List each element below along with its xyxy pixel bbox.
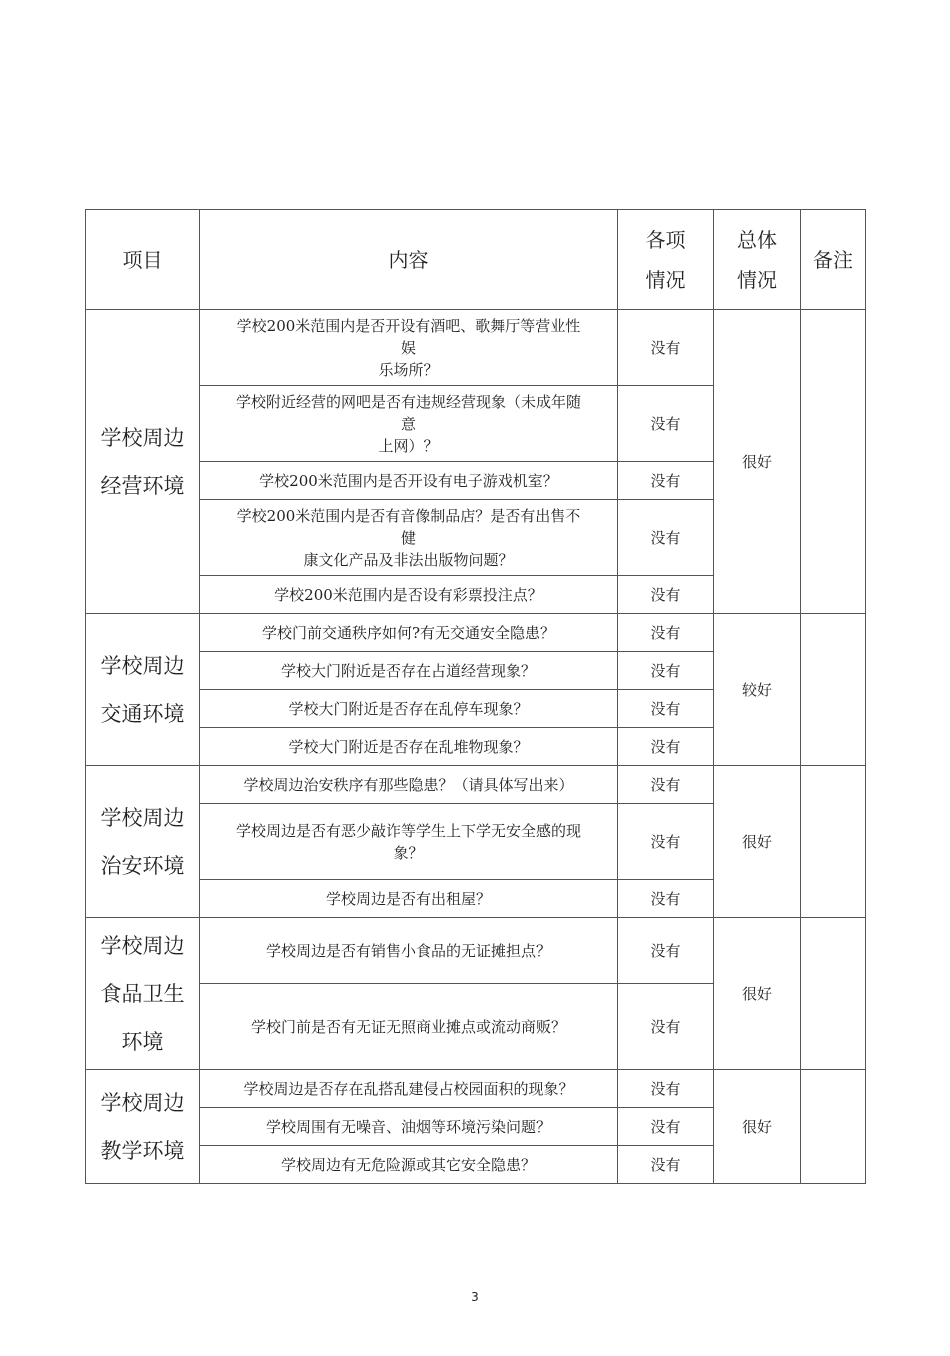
content-cell <box>200 310 618 386</box>
content-line: 象？ <box>393 843 424 862</box>
table-body <box>86 310 866 1184</box>
item-status-cell: 没有 <box>618 1146 714 1184</box>
remark-cell <box>801 918 866 1070</box>
content-line: 康文化产品及非法出版物问题？ <box>303 550 514 569</box>
category-cell <box>86 766 200 918</box>
overall-status-cell: 很好 <box>714 310 801 614</box>
content-cell <box>200 1146 618 1184</box>
category-line: 学校周边 <box>100 805 185 830</box>
header-content: 内容 <box>200 210 618 310</box>
item-status-cell: 没有 <box>618 652 714 690</box>
content-cell <box>200 728 618 766</box>
remark-cell <box>801 766 866 918</box>
item-status-cell: 没有 <box>618 766 714 804</box>
table-row <box>86 1070 866 1108</box>
category-line: 食品卫生 <box>100 981 185 1006</box>
content-line: 意 <box>400 414 416 433</box>
content-cell <box>200 1108 618 1146</box>
header-row <box>86 210 866 310</box>
category-cell <box>86 918 200 1070</box>
content-cell <box>200 1070 618 1108</box>
content-line: 学校大门附近是否存在乱停车现象？ <box>288 699 529 718</box>
content-line: 学校周边是否有恶少敲诈等学生上下学无安全感的现 <box>235 821 581 840</box>
overall-status-cell: 很好 <box>714 766 801 918</box>
category-line: 教学环境 <box>100 1138 185 1163</box>
header-remark: 备注 <box>801 210 866 310</box>
page-number: 3 <box>471 1290 479 1304</box>
content-line: 学校附近经营的网吧是否有违规经营现象（未成年随 <box>235 392 581 411</box>
overall-status-cell: 很好 <box>714 918 801 1070</box>
overall-status-cell: 较好 <box>714 614 801 766</box>
content-line: 乐场所？ <box>378 360 439 379</box>
content-cell <box>200 614 618 652</box>
header-each-line2: 情况 <box>645 267 686 292</box>
content-line: 健 <box>400 528 416 547</box>
remark-cell <box>801 310 866 614</box>
category-line: 交通环境 <box>100 701 185 726</box>
item-status-cell: 没有 <box>618 576 714 614</box>
category-line: 经营环境 <box>100 473 185 498</box>
table-row <box>86 766 866 804</box>
item-status-cell: 没有 <box>618 614 714 652</box>
header-item: 项目 <box>86 210 200 310</box>
item-status-cell: 没有 <box>618 918 714 984</box>
header-overall-line2: 情况 <box>737 267 777 292</box>
category-line: 学校周边 <box>100 933 185 958</box>
content-line: 学校大门附近是否存在乱堆物现象？ <box>288 737 529 756</box>
remark-cell <box>801 1070 866 1184</box>
category-cell <box>86 1070 200 1184</box>
table-row <box>86 614 866 652</box>
content-line: 学校200米范围内是否设有彩票投注点？ <box>274 585 543 604</box>
item-status-cell: 没有 <box>618 1108 714 1146</box>
overall-status-cell: 很好 <box>714 1070 801 1184</box>
header-overall-line1: 总体 <box>737 227 777 252</box>
content-line: 学校周边有无危险源或其它安全隐患？ <box>280 1155 536 1174</box>
content-line: 学校周边是否存在乱搭乱建侵占校园面积的现象？ <box>243 1079 574 1098</box>
content-cell <box>200 918 618 984</box>
header-each-line1: 各项 <box>645 227 686 252</box>
item-status-cell: 没有 <box>618 690 714 728</box>
category-line: 学校周边 <box>100 425 185 450</box>
content-cell <box>200 880 618 918</box>
table-row <box>86 918 866 984</box>
remark-cell <box>801 614 866 766</box>
inspection-table <box>85 209 866 1184</box>
category-line: 环境 <box>121 1029 164 1054</box>
category-line: 治安环境 <box>100 853 185 878</box>
content-cell <box>200 984 618 1070</box>
content-cell <box>200 652 618 690</box>
item-status-cell: 没有 <box>618 386 714 462</box>
item-status-cell: 没有 <box>618 880 714 918</box>
item-status-cell: 没有 <box>618 1070 714 1108</box>
item-status-cell: 没有 <box>618 462 714 500</box>
content-line: 学校周围有无噪音、油烟等环境污染问题？ <box>265 1117 551 1136</box>
category-cell <box>86 310 200 614</box>
content-line: 学校周边治安秩序有那些隐患？（请具体写出来） <box>243 775 574 794</box>
category-line: 学校周边 <box>100 1090 185 1115</box>
content-line: 学校200米范围内是否开设有电子游戏机室？ <box>259 471 558 490</box>
content-line: 学校门前是否有无证无照商业摊点或流动商贩？ <box>250 1017 566 1036</box>
content-line: 学校门前交通秩序如何?有无交通安全隐患？ <box>261 623 556 642</box>
item-status-cell: 没有 <box>618 984 714 1070</box>
content-cell <box>200 690 618 728</box>
category-cell <box>86 614 200 766</box>
content-line: 学校周边是否有出租屋？ <box>325 889 491 908</box>
item-status-cell: 没有 <box>618 804 714 880</box>
item-status-cell: 没有 <box>618 500 714 576</box>
content-cell <box>200 576 618 614</box>
content-line: 学校200米范围内是否开设有酒吧、歌舞厅等营业性 <box>236 316 581 335</box>
content-cell <box>200 804 618 880</box>
content-cell <box>200 500 618 576</box>
content-line: 学校大门附近是否存在占道经营现象？ <box>280 661 536 680</box>
content-line: 学校200米范围内是否有音像制品店？是否有出售不 <box>236 506 581 525</box>
item-status-cell: 没有 <box>618 310 714 386</box>
content-line: 学校周边是否有销售小食品的无证摊担点？ <box>265 941 551 960</box>
content-line: 上网）？ <box>378 436 439 455</box>
header-each-status <box>618 210 714 310</box>
category-line: 学校周边 <box>100 653 185 678</box>
content-cell <box>200 766 618 804</box>
table-row <box>86 310 866 386</box>
item-status-cell: 没有 <box>618 728 714 766</box>
content-cell <box>200 462 618 500</box>
header-overall-status <box>714 210 801 310</box>
content-cell <box>200 386 618 462</box>
content-line: 娱 <box>400 338 416 357</box>
